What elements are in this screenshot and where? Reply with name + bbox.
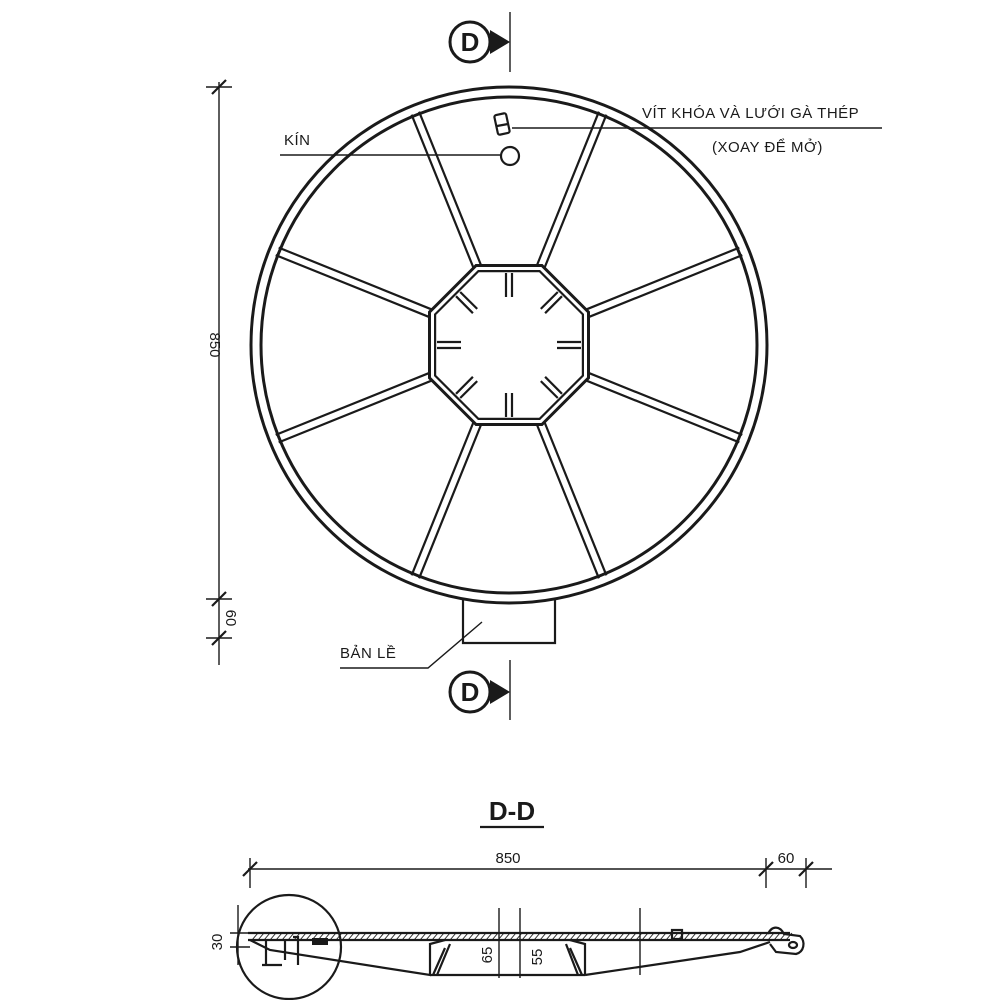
spoke-line bbox=[544, 421, 606, 575]
dim-rib-a: 65 bbox=[479, 946, 496, 964]
spoke-line bbox=[537, 424, 599, 578]
spoke-line bbox=[585, 380, 739, 442]
label-hinge: BẢN LỀ bbox=[340, 645, 397, 662]
lock-screw-symbol bbox=[494, 113, 510, 135]
section-marker-top-letter: D bbox=[460, 27, 480, 57]
hub-rib-line bbox=[541, 381, 558, 398]
spoke-line bbox=[279, 380, 433, 442]
hub-rib-line bbox=[541, 292, 558, 309]
spoke-line bbox=[419, 424, 481, 578]
section-marker-bottom bbox=[450, 660, 510, 720]
hub-rib-line bbox=[545, 377, 562, 394]
dim-section-width: 850 bbox=[495, 850, 521, 867]
spoke-line bbox=[585, 248, 739, 310]
section-marker-bottom-letter: D bbox=[460, 677, 480, 707]
seal-hole bbox=[501, 147, 519, 165]
dim-hinge-vertical: 60 bbox=[222, 609, 239, 627]
dim-section-hinge: 60 bbox=[777, 850, 795, 867]
spoke-line bbox=[412, 421, 474, 575]
hinge-tab bbox=[463, 598, 555, 643]
hub-rib-line bbox=[545, 296, 562, 313]
spoke-line bbox=[412, 115, 474, 269]
spoke-line bbox=[537, 112, 599, 266]
dimension-vertical bbox=[206, 80, 239, 665]
spoke-line bbox=[588, 255, 742, 317]
section-marker-top bbox=[450, 12, 510, 72]
spoke-line bbox=[419, 112, 481, 266]
label-lock-note: (XOAY ĐỂ MỞ) bbox=[712, 139, 823, 156]
spoke-line bbox=[588, 373, 742, 435]
spoke-line bbox=[276, 255, 430, 317]
dim-diameter: 850 bbox=[206, 332, 223, 358]
dim-rib-b: 55 bbox=[529, 948, 546, 966]
spoke-line bbox=[544, 115, 606, 269]
spoke-line bbox=[276, 373, 430, 435]
hub-rib-line bbox=[456, 296, 473, 313]
label-lock-screw: VÍT KHÓA VÀ LƯỚI GÀ THÉP bbox=[642, 105, 860, 122]
section-view bbox=[209, 796, 832, 999]
hub-rib-line bbox=[460, 292, 477, 309]
dim-plate-thickness: 30 bbox=[209, 933, 226, 951]
plan-view bbox=[206, 12, 882, 720]
cover-spokes bbox=[276, 112, 743, 579]
section-title: D-D bbox=[488, 796, 536, 826]
hub-rib-line bbox=[456, 377, 473, 394]
hub-rib-line bbox=[460, 381, 477, 398]
central-hub-octagon bbox=[430, 266, 589, 425]
dimension-horizontal bbox=[243, 850, 832, 888]
label-seal: KÍN bbox=[284, 132, 311, 149]
hub-inner-ribs bbox=[437, 273, 581, 417]
underside-profile bbox=[250, 940, 770, 975]
detail-circle bbox=[237, 895, 341, 999]
spoke-line bbox=[279, 248, 433, 310]
